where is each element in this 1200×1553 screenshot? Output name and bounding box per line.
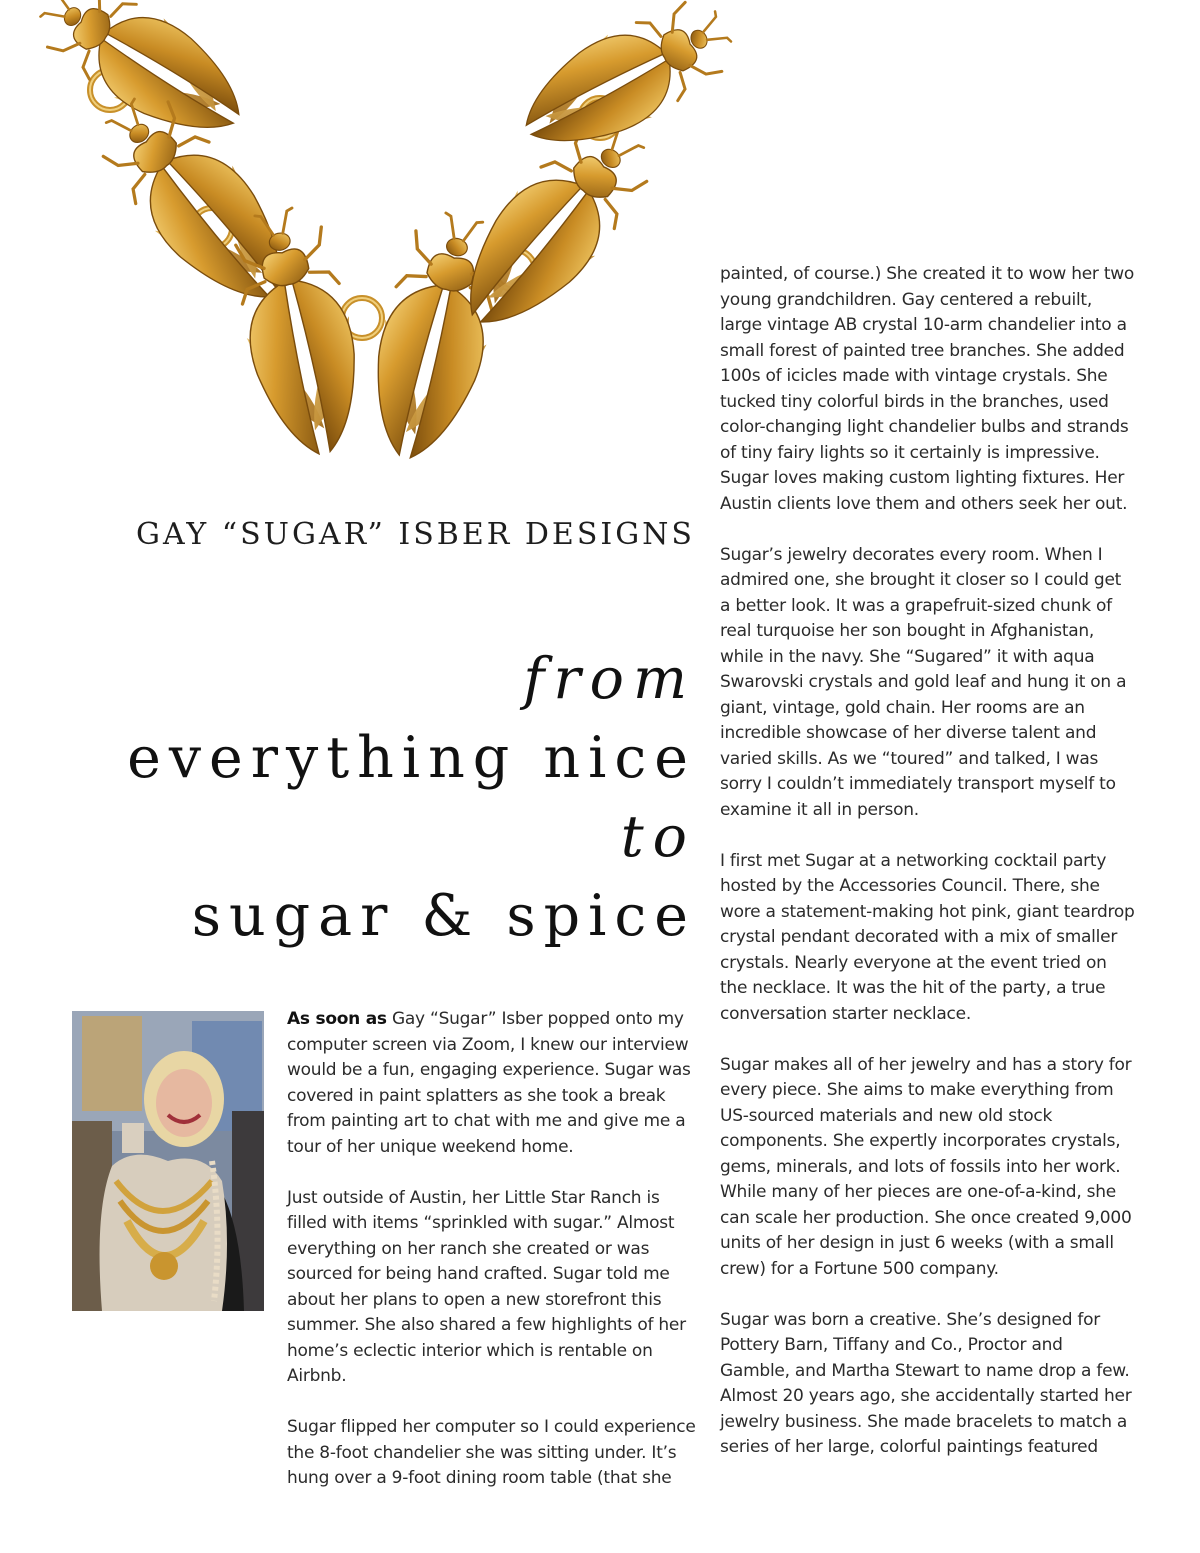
paragraph-1 xyxy=(287,1007,700,1160)
article-column-left xyxy=(287,1007,700,1517)
headline-line-to: to xyxy=(620,804,696,870)
paragraph-8: Sugar was born a creative. She’s designed for Pottery Barn, Tiffany and Co., Proctor and Gamble, and Martha Stewart to name drop a few. Almost 20 years ago, she accidentally started her jewelry business. She made bracelets to match a series of her large, colorful paintings featured xyxy=(720,1309,1132,1457)
paragraph-7: Sugar makes all of her jewelry and has a story for every piece. She aims to make everything from US-sourced materials and new old stock components. She expertly incorporates crystals, gems, minerals, and lots of fossils into her work. While many of her pieces are one-of-a-kind, she can scale her production. She once created 9,000 units of her design in just 6 weeks (with a small crew) for a Fortune 500 company. xyxy=(720,1054,1132,1279)
article-kicker: GAY “SUGAR” ISBER DESIGNS xyxy=(136,517,695,552)
necklace-image xyxy=(0,0,740,470)
paragraph-6: I first met Sugar at a networking cocktail party hosted by the Accessories Council. There, she wore a statement-making hot pink, giant teardrop crystal pendant decorated with a mix of smaller crystals. Nearly everyone at the event tried on the necklace. It was the hit of the party, a true conversation starter necklace. xyxy=(720,850,1135,1024)
headline-line-from: from xyxy=(523,646,696,712)
paragraph-4: painted, of course.) She created it to wow her two young grandchildren. Gay centered a rebuilt, large vintage AB crystal 10-arm chandelier into a small forest of painted tree branches. She added 100s of icicles made with vintage crystals. She tucked tiny colorful birds in the branches, used color-changing light chandelier bulbs and strands of tiny fairy lights so it certainly is impressive. Sugar loves making custom lighting fixtures. Her Austin clients love them and others seek her out. xyxy=(720,264,1135,514)
headline-line-everything-nice: everything nice xyxy=(127,725,696,791)
portrait-photo xyxy=(72,1011,264,1311)
lead-in: As soon as xyxy=(287,1009,387,1029)
paragraph-2: Just outside of Austin, her Little Star Ranch is filled with items “sprinkled with sugar.” Almost everything on her ranch she created or was sourced for being hand crafted. Sugar told me about her plans to open a new storefront this summer. She also shared a few highlights of her home’s eclectic interior which is rentable on Airbnb. xyxy=(287,1187,686,1386)
headline-line-sugar-spice: sugar & spice xyxy=(191,883,696,949)
paragraph-1-text: Gay “Sugar” Isber popped onto my computer screen via Zoom, I knew our interview would be a fun, engaging experience. Sugar was covered in paint splatters as she took a break from painting art to chat with me and give me a tour of her unique weekend home. xyxy=(287,1009,691,1157)
paragraph-5: Sugar’s jewelry decorates every room. When I admired one, she brought it closer so I could get a better look. It was a grapefruit-sized chunk of real turquoise her son bought in Afghanistan, while in the navy. She “Sugared” it with aqua Swarovski crystals and gold leaf and hung it on a giant, vintage, gold chain. Her rooms are an incredible showcase of her diverse talent and varied skills. As we “toured” and talked, I was sorry I couldn’t immediately transport myself to examine it all in person. xyxy=(720,544,1127,820)
article-column-right xyxy=(720,262,1135,1486)
paragraph-3: Sugar flipped her computer so I could experience the 8-foot chandelier she was sitting under. It’s hung over a 9-foot dining room table (that she xyxy=(287,1417,696,1488)
article-headline xyxy=(40,640,696,956)
